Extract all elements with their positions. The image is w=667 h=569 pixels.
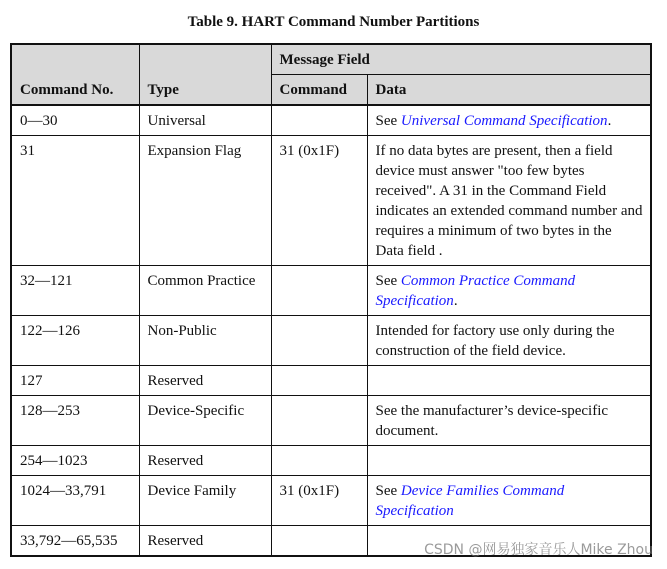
data-suffix: . [453, 293, 458, 309]
cell-data [367, 476, 651, 526]
header-data: Data [367, 75, 651, 106]
cell-command [271, 366, 367, 396]
command-partitions-table [10, 43, 652, 557]
data-prefix: See [375, 113, 401, 129]
header-type: Type [139, 44, 271, 105]
cell-command: 31 (0x1F) [271, 476, 367, 526]
cell-command-no: 33,792—65,535 [11, 526, 139, 557]
cell-command [271, 526, 367, 557]
spec-link[interactable]: Common Practice Command Specification [375, 273, 576, 309]
cell-command-no: 32—121 [11, 266, 139, 316]
cell-command [271, 316, 367, 366]
table-row [11, 396, 651, 446]
cell-command [271, 266, 367, 316]
table-row [11, 136, 651, 266]
table-row [11, 366, 651, 396]
table-row [11, 316, 651, 366]
data-prefix: See [375, 273, 401, 289]
cell-command [271, 446, 367, 476]
cell-type: Universal [139, 105, 271, 136]
cell-type: Device Family [139, 476, 271, 526]
cell-data [367, 446, 651, 476]
table-row [11, 446, 651, 476]
table-title: Table 9. HART Command Number Partitions [187, 14, 480, 30]
cell-command [271, 396, 367, 446]
table-row [11, 105, 651, 136]
cell-data: See the manufacturer’s device-specific document. [367, 396, 651, 446]
cell-data: Intended for factory use only during the construction of the field device. [367, 316, 651, 366]
cell-data: If no data bytes are present, then a field device must answer "too few bytes received". A 31 in the Command Field indicates an extended command number and requires a minimum of two bytes in the Data field . [367, 136, 651, 266]
header-message-field: Message Field [271, 44, 651, 75]
cell-command-no: 0—30 [11, 105, 139, 136]
spec-link[interactable]: Universal Command Specification [400, 113, 608, 129]
data-suffix: . [607, 113, 612, 129]
spec-link[interactable]: Device Families Command Specification [375, 483, 565, 519]
cell-command-no: 31 [11, 136, 139, 266]
cell-type: Device-Specific [139, 396, 271, 446]
cell-command: 31 (0x1F) [271, 136, 367, 266]
header-command: Command [271, 75, 367, 106]
cell-type: Reserved [139, 526, 271, 557]
cell-data [367, 105, 651, 136]
cell-type: Reserved [139, 366, 271, 396]
cell-command-no: 254—1023 [11, 446, 139, 476]
table-row [11, 266, 651, 316]
table-row [11, 476, 651, 526]
data-prefix: See [375, 483, 401, 499]
cell-command [271, 105, 367, 136]
cell-type: Expansion Flag [139, 136, 271, 266]
cell-data [367, 366, 651, 396]
cell-type: Reserved [139, 446, 271, 476]
header-command-no: Command No. [11, 44, 139, 105]
cell-command-no: 128—253 [11, 396, 139, 446]
cell-data [367, 266, 651, 316]
cell-command-no: 127 [11, 366, 139, 396]
cell-type: Non-Public [139, 316, 271, 366]
watermark: CSDN @网易独家音乐人Mike Zhou [424, 542, 653, 558]
cell-command-no: 122—126 [11, 316, 139, 366]
cell-type: Common Practice [139, 266, 271, 316]
cell-command-no: 1024—33,791 [11, 476, 139, 526]
